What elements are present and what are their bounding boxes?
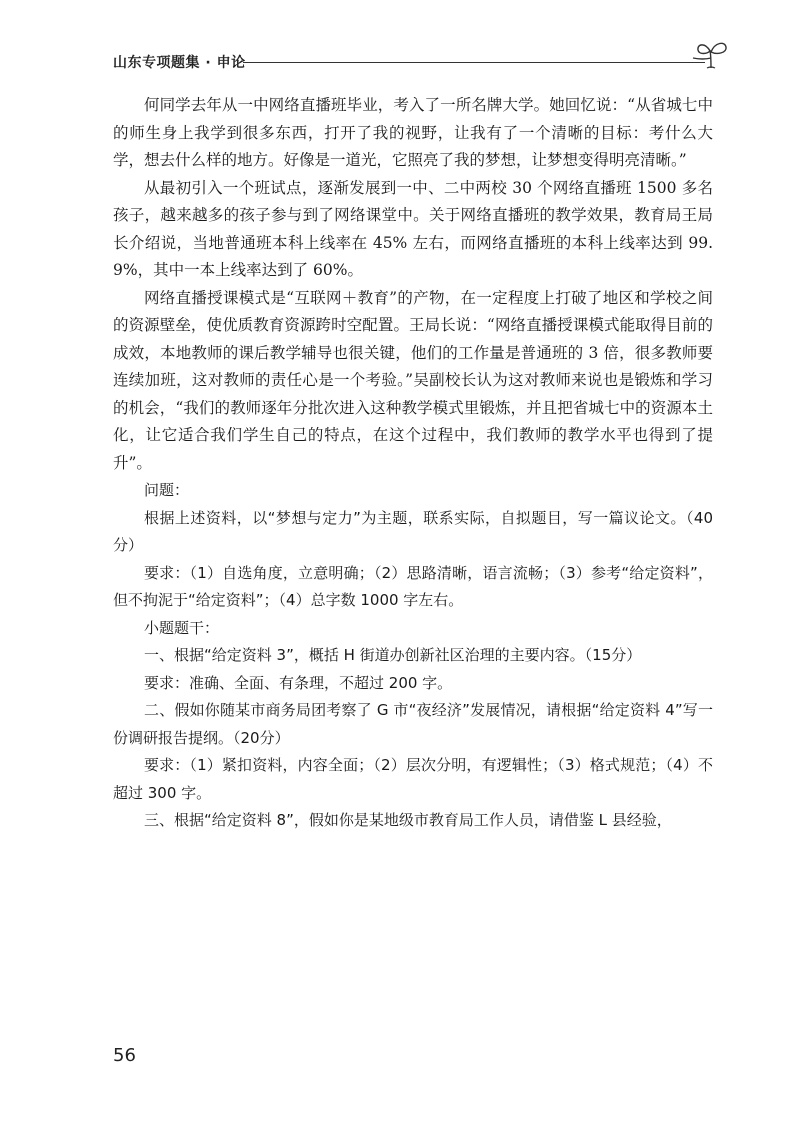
sub-question-heading: 小题题干： bbox=[144, 618, 220, 637]
header-title: 山东专项题集 · 申论 bbox=[113, 55, 246, 71]
material-paragraph: 何同学去年从一中网络直播班毕业，考入了一所名牌大学。她回忆说：“从省城七中的师生身上我学到很多东西，打开了我的视野，让我有了一个清晰的目标：考什么大学，想去什么样的地方。好像是一道光，它照亮了我的梦想，让梦想变得明亮清晰。” bbox=[113, 96, 713, 169]
sprout-icon bbox=[689, 38, 733, 72]
question-heading: 问题： bbox=[144, 481, 190, 499]
essay-question: 根据上述资料，以“梦想与定力”为主题，联系实际，自拟题目，写一篇议论文。（40分） bbox=[113, 508, 713, 554]
sub-question-1-requirements: 要求：准确、全面、有条理，不超过 200 字。 bbox=[144, 673, 453, 692]
sub-question-3: 三、根据“给定资料 8”，假如你是某地级市教育局工作人员，请借鉴 L 县经验， bbox=[144, 811, 672, 829]
material-paragraph: 从最初引入一个班试点，逐渐发展到一中、二中两校 30 个网络直播班 1500 多名孩子，越来越多的孩子参与到了网络课堂中。关于网络直播班的教学效果，教育局王局长介绍说，当地普通班本科上线率在 45% 左右，而网络直播班的本科上线率达到 99.9%，其中一本上线率达到了 60%。 bbox=[113, 178, 713, 279]
essay-requirements: 要求：（1）自选角度，立意明确；（2）思路清晰，语言流畅；（3）参考“给定资料”，但不拘泥于“给定资料”；（4）总字数 1000 字左右。 bbox=[113, 563, 713, 609]
sub-question-1: 一、根据“给定资料 3”，概括 H 街道办创新社区治理的主要内容。（15分） bbox=[144, 646, 642, 664]
page-header bbox=[113, 44, 723, 74]
page-content bbox=[113, 92, 713, 835]
header-rule bbox=[243, 62, 705, 63]
sub-question-2-requirements: 要求：（1）紧扣资料，内容全面；（2）层次分明，有逻辑性；（3）格式规范；（4）不超过 300 字。 bbox=[113, 756, 713, 802]
sub-question-2: 二、假如你随某市商务局团考察了 G 市“夜经济”发展情况，请根据“给定资料 4”写一份调研报告提纲。（20分） bbox=[113, 701, 713, 747]
page-number: 56 bbox=[113, 1045, 136, 1066]
material-paragraph: 网络直播授课模式是“互联网＋教育”的产物，在一定程度上打破了地区和学校之间的资源壁垒，使优质教育资源跨时空配置。王局长说：“网络直播授课模式能取得目前的成效，本地教师的课后教学辅导也很关键，他们的工作量是普通班的 3 倍，很多教师要连续加班，这对教师的责任心是一个考验。”吴副校长认为这对教师来说也是锻炼和学习的机会，“我们的教师逐年分批次进入这种教学模式里锻炼，并且把省城七中的资源本土化，让它适合我们学生自己的特点，在这个过程中，我们教师的教学水平也得到了提升”。 bbox=[113, 288, 713, 472]
